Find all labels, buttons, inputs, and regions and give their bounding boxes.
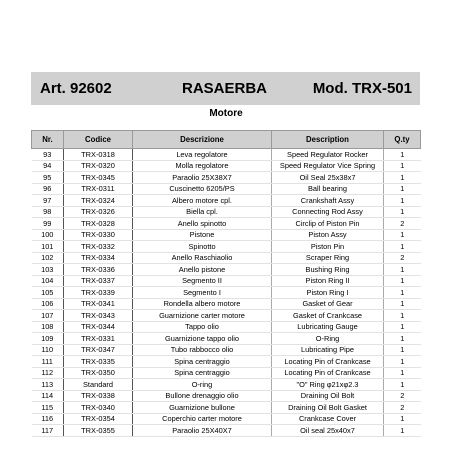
cell-description: Piston Ring I: [272, 287, 384, 299]
cell-qty: 1: [384, 183, 421, 195]
cell-description: Oil Seal 25x38x7: [272, 172, 384, 184]
cell-descrizione: Anello pistone: [133, 264, 272, 276]
cell-descrizione: Tappo olio: [133, 321, 272, 333]
cell-nr: 109: [32, 333, 64, 345]
table-row: [32, 275, 421, 287]
cell-qty: 1: [384, 172, 421, 184]
cell-descrizione: Rondella albero motore: [133, 298, 272, 310]
cell-descrizione: Albero motore cpl.: [133, 195, 272, 207]
cell-codice: TRX-0339: [64, 287, 133, 299]
cell-descrizione: Paraolio 25X38X7: [133, 172, 272, 184]
cell-nr: 110: [32, 344, 64, 356]
cell-codice: TRX-0330: [64, 229, 133, 241]
cell-codice: TRX-0332: [64, 241, 133, 253]
cell-nr: 115: [32, 402, 64, 414]
cell-codice: TRX-0324: [64, 195, 133, 207]
cell-descrizione: Segmento I: [133, 287, 272, 299]
cell-qty: 2: [384, 390, 421, 402]
cell-nr: 114: [32, 390, 64, 402]
cell-descrizione: Coperchio carter motore: [133, 413, 272, 425]
table-row: [32, 356, 421, 368]
table-row: [32, 160, 421, 172]
cell-codice: TRX-0311: [64, 183, 133, 195]
cell-qty: 1: [384, 160, 421, 172]
cell-descrizione: Guarnizione bullone: [133, 402, 272, 414]
cell-description: Connecting Rod Assy: [272, 206, 384, 218]
table-row: [32, 367, 421, 379]
cell-descrizione: Anello spinotto: [133, 218, 272, 230]
cell-nr: 117: [32, 425, 64, 437]
cell-qty: 1: [384, 333, 421, 345]
column-header-descrizione: Descrizione: [133, 131, 272, 149]
cell-descrizione: Guarnizione carter motore: [133, 310, 272, 322]
table-row: [32, 321, 421, 333]
cell-codice: TRX-0320: [64, 160, 133, 172]
cell-description: Draining Oil Bolt: [272, 390, 384, 402]
cell-qty: 1: [384, 425, 421, 437]
cell-qty: 2: [384, 402, 421, 414]
cell-descrizione: O-ring: [133, 379, 272, 391]
cell-qty: 1: [384, 264, 421, 276]
column-header-qty: Q.ty: [384, 131, 421, 149]
cell-codice: TRX-0336: [64, 264, 133, 276]
cell-codice: Standard: [64, 379, 133, 391]
cell-description: Lubricating Pipe: [272, 344, 384, 356]
cell-description: Scraper Ring: [272, 252, 384, 264]
cell-description: Lubricating Gauge: [272, 321, 384, 333]
cell-codice: TRX-0343: [64, 310, 133, 322]
cell-codice: TRX-0354: [64, 413, 133, 425]
cell-qty: 1: [384, 310, 421, 322]
cell-codice: TRX-0328: [64, 218, 133, 230]
cell-qty: 1: [384, 195, 421, 207]
table-row: [32, 344, 421, 356]
cell-descrizione: Spinotto: [133, 241, 272, 253]
table-row: [32, 310, 421, 322]
cell-descrizione: Biella cpl.: [133, 206, 272, 218]
cell-nr: 105: [32, 287, 64, 299]
cell-descrizione: Spina centraggio: [133, 356, 272, 368]
cell-description: Draining Oil Bolt Gasket: [272, 402, 384, 414]
cell-codice: TRX-0334: [64, 252, 133, 264]
section-title: Motore: [209, 108, 243, 119]
cell-qty: 1: [384, 298, 421, 310]
cell-descrizione: Bullone drenaggio olio: [133, 390, 272, 402]
cell-nr: 101: [32, 241, 64, 253]
cell-description: Piston Ring II: [272, 275, 384, 287]
column-header-nr: Nr.: [32, 131, 64, 149]
table-row: [32, 149, 421, 161]
cell-qty: 1: [384, 287, 421, 299]
cell-description: Crankshaft Assy: [272, 195, 384, 207]
table-row: [32, 241, 421, 253]
cell-description: Oil seal 25x40x7: [272, 425, 384, 437]
cell-qty: 1: [384, 149, 421, 161]
cell-nr: 98: [32, 206, 64, 218]
article-number: Art. 92602: [40, 80, 112, 97]
table-row: [32, 298, 421, 310]
cell-qty: 2: [384, 218, 421, 230]
cell-qty: 1: [384, 379, 421, 391]
cell-nr: 108: [32, 321, 64, 333]
table-row: [32, 264, 421, 276]
cell-descrizione: Paraolio 25X40X7: [133, 425, 272, 437]
cell-descrizione: Cuscinetto 6205/PS: [133, 183, 272, 195]
cell-nr: 94: [32, 160, 64, 172]
table-row: [32, 379, 421, 391]
cell-nr: 106: [32, 298, 64, 310]
table-row: [32, 218, 421, 230]
table-row: [32, 287, 421, 299]
cell-description: Piston Assy: [272, 229, 384, 241]
table-row: [32, 183, 421, 195]
table-row: [32, 252, 421, 264]
cell-descrizione: Anello Raschiaolio: [133, 252, 272, 264]
column-header-description: Description: [272, 131, 384, 149]
cell-qty: 1: [384, 367, 421, 379]
model-number: Mod. TRX-501: [312, 80, 412, 97]
cell-qty: 1: [384, 344, 421, 356]
cell-qty: 1: [384, 229, 421, 241]
cell-nr: 100: [32, 229, 64, 241]
parts-table: [31, 130, 421, 437]
cell-codice: TRX-0355: [64, 425, 133, 437]
cell-codice: TRX-0344: [64, 321, 133, 333]
cell-descrizione: Pistone: [133, 229, 272, 241]
cell-description: Speed Regulator Rocker: [272, 149, 384, 161]
product-name: RASAERBA: [182, 80, 268, 97]
cell-nr: 102: [32, 252, 64, 264]
cell-qty: 2: [384, 252, 421, 264]
cell-qty: 1: [384, 206, 421, 218]
cell-nr: 93: [32, 149, 64, 161]
cell-descrizione: Segmento II: [133, 275, 272, 287]
cell-description: Locating Pin of Crankcase: [272, 367, 384, 379]
cell-codice: TRX-0337: [64, 275, 133, 287]
cell-codice: TRX-0345: [64, 172, 133, 184]
cell-qty: 1: [384, 356, 421, 368]
cell-description: "O" Ring φ21xφ2.3: [272, 379, 384, 391]
header-bar: [31, 72, 420, 105]
cell-codice: TRX-0341: [64, 298, 133, 310]
cell-codice: TRX-0340: [64, 402, 133, 414]
cell-nr: 99: [32, 218, 64, 230]
cell-descrizione: Guarnizione tappo olio: [133, 333, 272, 345]
cell-description: O-Ring: [272, 333, 384, 345]
cell-descrizione: Tubo rabbocco olio: [133, 344, 272, 356]
cell-nr: 96: [32, 183, 64, 195]
cell-qty: 1: [384, 321, 421, 333]
column-header-codice: Codice: [64, 131, 133, 149]
cell-description: Bushing Ring: [272, 264, 384, 276]
table-row: [32, 390, 421, 402]
cell-qty: 1: [384, 241, 421, 253]
table-row: [32, 172, 421, 184]
cell-description: Speed Regulator Vice Spring: [272, 160, 384, 172]
table-header-row: [32, 131, 421, 149]
cell-qty: 1: [384, 275, 421, 287]
cell-codice: TRX-0326: [64, 206, 133, 218]
cell-description: Crankcase Cover: [272, 413, 384, 425]
cell-description: Ball bearing: [272, 183, 384, 195]
table-row: [32, 206, 421, 218]
cell-nr: 104: [32, 275, 64, 287]
cell-description: Gasket of Crankcase: [272, 310, 384, 322]
cell-nr: 107: [32, 310, 64, 322]
table-row: [32, 425, 421, 437]
cell-codice: TRX-0338: [64, 390, 133, 402]
cell-codice: TRX-0347: [64, 344, 133, 356]
cell-qty: 1: [384, 413, 421, 425]
cell-codice: TRX-0331: [64, 333, 133, 345]
table-row: [32, 333, 421, 345]
cell-nr: 116: [32, 413, 64, 425]
cell-description: Gasket of Gear: [272, 298, 384, 310]
table-row: [32, 195, 421, 207]
cell-description: Locating Pin of Crankcase: [272, 356, 384, 368]
cell-nr: 95: [32, 172, 64, 184]
cell-codice: TRX-0335: [64, 356, 133, 368]
table-row: [32, 229, 421, 241]
cell-nr: 112: [32, 367, 64, 379]
cell-descrizione: Molla regolatore: [133, 160, 272, 172]
cell-codice: TRX-0318: [64, 149, 133, 161]
cell-codice: TRX-0350: [64, 367, 133, 379]
table-row: [32, 413, 421, 425]
cell-nr: 103: [32, 264, 64, 276]
cell-nr: 111: [32, 356, 64, 368]
cell-description: Circlip of Piston Pin: [272, 218, 384, 230]
cell-description: Piston Pin: [272, 241, 384, 253]
cell-descrizione: Spina centraggio: [133, 367, 272, 379]
cell-descrizione: Leva regolatore: [133, 149, 272, 161]
cell-nr: 97: [32, 195, 64, 207]
cell-nr: 113: [32, 379, 64, 391]
table-row: [32, 402, 421, 414]
